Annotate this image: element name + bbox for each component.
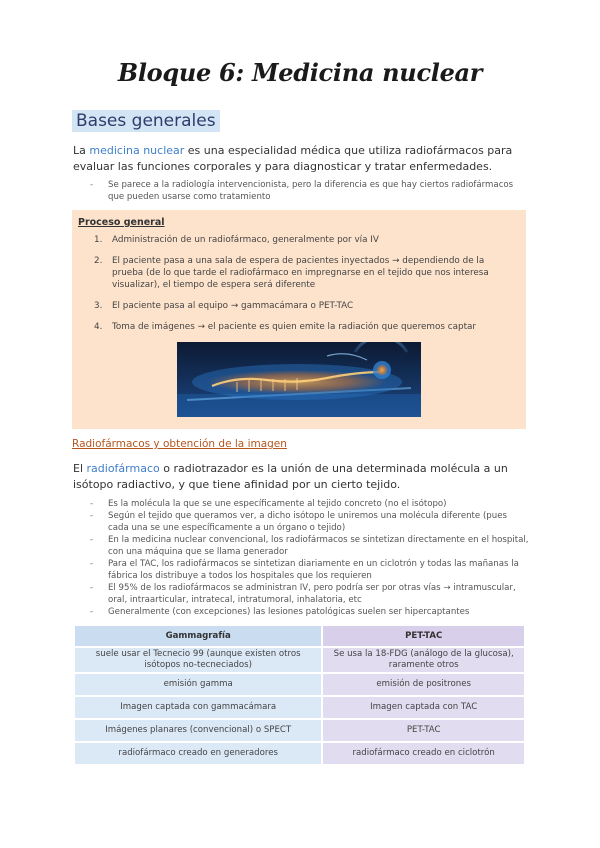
- intro-rest: es una especialidad médica que utiliza radiofármacos para evaluar las funciones corporales y para diagnosticar y tratar enfermedades.: [73, 144, 513, 173]
- list-item: - Para el TAC, los radiofármacos se sintetizan diariamente en un ciclotrón y todas las mañanas la fábrica los distribuye a todos los hospitales que los requieren: [90, 558, 530, 582]
- process-step: [94, 234, 518, 246]
- table-header-pet-tac: PET-TAC: [323, 626, 524, 646]
- table-cell: radiofármaco creado en ciclotrón: [323, 743, 524, 764]
- pet-scan-image: [177, 342, 421, 417]
- section-heading-radiofarmacos: Radiofármacos y obtención de la imagen: [72, 438, 287, 450]
- section-heading-bases-generales: Bases generales: [72, 110, 220, 132]
- process-steps: [94, 234, 518, 342]
- step-number: 1.: [94, 235, 103, 245]
- list-item: - El 95% de los radiofármacos se administran IV, pero podría ser por otras vías → intramuscular, oral, intraarticular, intratecal, intratumoral, inhalatoria, etc: [90, 582, 530, 606]
- table-row: [75, 720, 524, 741]
- list-item: - Generalmente (con excepciones) las lesiones patológicas suelen ser hipercaptantes: [90, 606, 530, 618]
- table-row: [75, 674, 524, 695]
- step-text: Toma de imágenes → el paciente es quien emite la radiación que queremos captar: [112, 322, 477, 332]
- table-cell: emisión de positrones: [323, 674, 524, 695]
- process-step: [94, 255, 518, 291]
- step-text: El paciente pasa a una sala de espera de pacientes inyectados → dependiendo de la prueba (de lo que tarde el radiofármaco en impregnarse en el tejido que nos interesa visualizar), el tiempo de espera será diferente: [112, 256, 489, 290]
- term-radiofarmaco: radiofármaco: [86, 462, 160, 475]
- intro-prefix: La: [73, 144, 90, 157]
- list-item: - Según el tejido que queramos ver, a dicho isótopo le uniremos una molécula diferente (pues cada una se une específicamente a un órgano o tejido): [90, 510, 530, 534]
- table-cell: Imagen captada con TAC: [323, 697, 524, 718]
- page-title: Bloque 6: Medicina nuclear: [117, 58, 483, 87]
- table-row: [75, 648, 524, 672]
- table-cell: suele usar el Tecnecio 99 (aunque existen otros isótopos no-tecneciados): [75, 648, 321, 672]
- list-item: - Se parece a la radiología intervencionista, pero la diferencia es que hay ciertos radiofármacos que pueden usarse como tratamiento: [90, 179, 530, 203]
- bases-bullet-list: [90, 179, 530, 203]
- scan-illustration: [177, 342, 421, 417]
- process-callout: [72, 210, 526, 429]
- list-item: - Es la molécula la que se une específicamente al tejido concreto (no el isótopo): [90, 498, 530, 510]
- intro-paragraph: [73, 143, 533, 175]
- table-cell: Imagen captada con gammacámara: [75, 697, 321, 718]
- comparison-table: [73, 624, 526, 766]
- term-medicina-nuclear: medicina nuclear: [89, 144, 185, 157]
- callout-label: Proceso general: [78, 217, 165, 228]
- step-text: Administración de un radiofármaco, generalmente por vía IV: [112, 235, 379, 245]
- process-step: [94, 300, 518, 312]
- table-cell: PET-TAC: [323, 720, 524, 741]
- table-cell: Imágenes planares (convencional) o SPECT: [75, 720, 321, 741]
- step-number: 4.: [94, 322, 103, 332]
- table-header-gammagrafia: Gammagrafía: [75, 626, 321, 646]
- table-cell: radiofármaco creado en generadores: [75, 743, 321, 764]
- step-number: 3.: [94, 301, 103, 311]
- intro-prefix: El: [73, 462, 87, 475]
- process-step: [94, 321, 518, 333]
- table-header-row: [75, 626, 524, 646]
- table-row: [75, 743, 524, 764]
- table-cell: emisión gamma: [75, 674, 321, 695]
- step-text: El paciente pasa al equipo → gammacámara o PET-TAC: [112, 301, 354, 311]
- table-row: [75, 697, 524, 718]
- intro-rest: o radiotrazador es la unión de una determinada molécula a un isótopo radiactivo, y que tiene afinidad por un cierto tejido.: [73, 462, 508, 491]
- list-item: - En la medicina nuclear convencional, los radiofármacos se sintetizan directamente en el hospital, con una máquina que se llama generador: [90, 534, 530, 558]
- radiofarmaco-bullet-list: [90, 498, 530, 618]
- radiofarmaco-paragraph: [73, 461, 533, 493]
- table-cell: Se usa la 18-FDG (análogo de la glucosa), raramente otros: [323, 648, 524, 672]
- step-number: 2.: [94, 256, 103, 266]
